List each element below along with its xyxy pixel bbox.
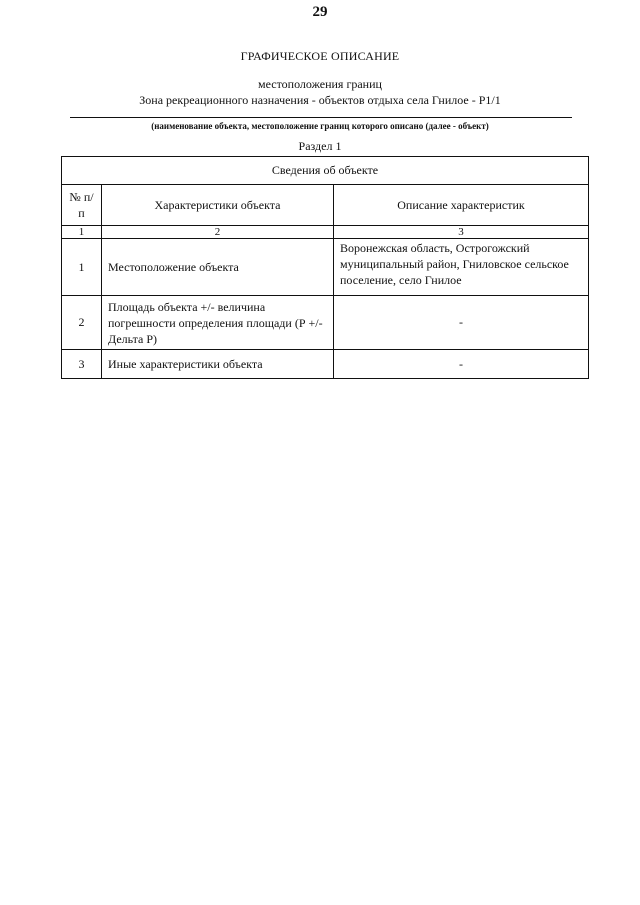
rule-caption: (наименование объекта, местоположение границ которого описано (далее - объект) [151,121,489,131]
row-num: 2 [62,296,102,350]
column-number-row [62,226,589,239]
row-characteristic: Иные характеристики объекта [102,350,334,379]
row-description: Воронежская область, Острогожский муниципальный район, Гниловское сельское поселение, село Гнилое [334,239,589,296]
column-number-1: 1 [62,226,102,239]
underline-rule [70,117,572,118]
row-description: - [334,350,589,379]
column-number-2: 2 [102,226,334,239]
subtitle-line-1: местоположения границ [258,77,382,91]
row-description: - [334,296,589,350]
table-header-row [62,157,589,185]
row-characteristic: Местоположение объекта [102,239,334,296]
table-row [62,350,589,379]
column-number-3: 3 [334,226,589,239]
table-header: Сведения об объекте [62,157,589,185]
row-num: 3 [62,350,102,379]
column-header-num: № п/п [62,185,102,226]
table-row [62,296,589,350]
column-header-row [62,185,589,226]
row-num: 1 [62,239,102,296]
subtitle-line-2: Зона рекреационного назначения - объектов отдыха села Гнилое - Р1/1 [139,93,501,107]
document-title: ГРАФИЧЕСКОЕ ОПИСАНИЕ [240,49,400,63]
section-title: Раздел 1 [298,139,342,153]
page-number: 29 [312,4,328,20]
row-characteristic: Площадь объекта +/- величина погрешности определения площади (Р +/- Дельта Р) [102,296,334,350]
column-header-description: Описание характеристик [334,185,589,226]
object-info-table [61,156,589,379]
table-row [62,239,589,296]
column-header-characteristic: Характеристики объекта [102,185,334,226]
